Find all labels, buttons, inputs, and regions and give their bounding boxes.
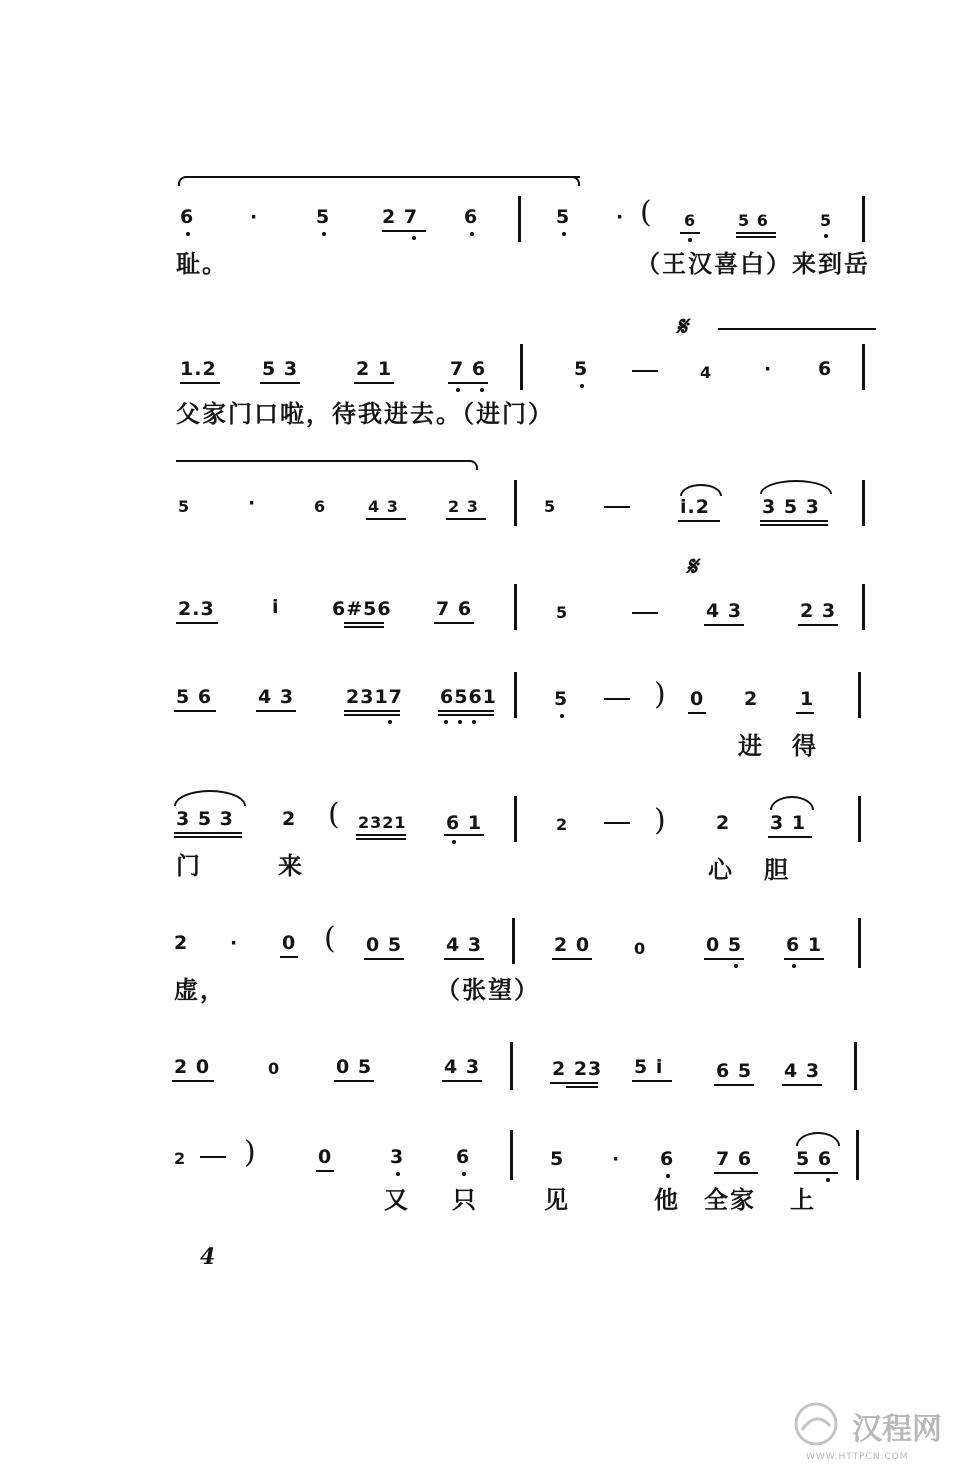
note: 4 3 xyxy=(258,686,295,708)
eighth-underline xyxy=(688,712,706,714)
low-dot xyxy=(824,234,828,238)
lyric: 心 xyxy=(708,855,734,884)
note: 3 5 3 xyxy=(176,808,234,830)
note: 5 xyxy=(554,688,569,710)
eighth-underline xyxy=(442,1080,482,1082)
eighth-underline xyxy=(760,520,828,522)
note: 2321 xyxy=(358,813,407,832)
eighth-underline xyxy=(782,1084,822,1086)
eighth-underline xyxy=(704,624,744,626)
note: 3 xyxy=(390,1146,405,1168)
hold-dash xyxy=(604,698,630,700)
open-paren: ( xyxy=(328,797,340,832)
sixteenth-underline xyxy=(356,838,406,840)
low-dot xyxy=(688,238,692,242)
note: 0 xyxy=(634,939,647,958)
note: 2 xyxy=(282,808,297,830)
note: 7 6 xyxy=(450,358,487,380)
low-dot xyxy=(666,1174,670,1178)
watermark-logo-icon xyxy=(788,1396,844,1452)
lyric: 虚， xyxy=(174,975,226,1004)
hold-dash xyxy=(200,1156,226,1158)
note: 6 1 xyxy=(446,812,483,834)
note: 3 5 3 xyxy=(762,496,820,518)
barline xyxy=(514,584,517,630)
low-dot xyxy=(322,232,326,236)
lyric: 全家 xyxy=(704,1185,756,1214)
slur xyxy=(760,480,832,494)
lyric: 见 xyxy=(544,1185,570,1214)
note: 0 xyxy=(268,1059,281,1078)
eighth-underline xyxy=(704,958,744,960)
note: 5 xyxy=(550,1148,565,1170)
low-dot xyxy=(396,1172,400,1176)
eighth-underline xyxy=(438,710,494,712)
note: 3 1 xyxy=(770,812,807,834)
eighth-underline xyxy=(172,1080,214,1082)
note: 2 0 xyxy=(554,934,591,956)
note: · xyxy=(250,206,259,228)
note: 0 xyxy=(282,932,297,954)
eighth-underline xyxy=(444,958,484,960)
note: 6 xyxy=(660,1148,675,1170)
eighth-underline xyxy=(382,230,426,232)
note: 1 xyxy=(800,688,815,710)
note: 0 5 xyxy=(706,934,743,956)
segno-sign: 𝄋 xyxy=(676,312,688,342)
note: 2 3 xyxy=(800,600,837,622)
note: 5 6 xyxy=(176,686,213,708)
low-dot xyxy=(186,232,190,236)
lyric: 来 xyxy=(278,851,304,880)
low-dot xyxy=(462,1172,466,1176)
barline xyxy=(514,480,517,526)
note: 2 7 xyxy=(382,206,419,228)
barline xyxy=(862,344,865,390)
note: 5 xyxy=(574,358,589,380)
eighth-underline xyxy=(260,382,300,384)
lyric: （王汉喜白）来到岳 xyxy=(636,249,870,278)
note: 1.2 xyxy=(180,358,217,380)
open-paren: ( xyxy=(640,195,652,230)
note: · xyxy=(616,206,625,228)
eighth-underline xyxy=(280,956,298,958)
note: 4 3 xyxy=(784,1060,821,1082)
phrase-mark xyxy=(176,460,478,470)
note: 0 xyxy=(690,688,705,710)
note: 6 xyxy=(314,497,327,516)
barline xyxy=(520,344,523,390)
note: 2 3 xyxy=(448,497,479,516)
note: 2 23 xyxy=(552,1058,603,1080)
eighth-underline xyxy=(784,958,824,960)
low-dot xyxy=(412,236,416,240)
note: 0 5 xyxy=(366,934,403,956)
eighth-underline xyxy=(180,382,220,384)
hold-dash xyxy=(632,612,658,614)
eighth-underline xyxy=(550,1082,598,1084)
barline xyxy=(514,672,517,718)
barline xyxy=(854,1042,857,1090)
sixteenth-underline xyxy=(438,714,494,716)
note: 5 xyxy=(820,211,833,230)
note: · xyxy=(230,932,239,954)
slur xyxy=(174,790,246,806)
lyric: 又 xyxy=(384,1185,410,1214)
note: · xyxy=(764,358,773,380)
hold-dash xyxy=(604,506,630,508)
lyric: （张望） xyxy=(436,975,540,1004)
segno-sign: 𝄋 xyxy=(686,552,698,582)
eighth-underline xyxy=(334,1080,374,1082)
eighth-underline xyxy=(316,1170,334,1172)
note: i xyxy=(272,596,280,618)
eighth-underline xyxy=(354,382,394,384)
eighth-underline xyxy=(448,382,488,384)
note: 5 xyxy=(556,603,569,622)
barline xyxy=(518,196,521,242)
low-dot xyxy=(792,964,796,968)
note: 2317 xyxy=(346,686,403,708)
note: · xyxy=(248,492,257,514)
note: 2 xyxy=(556,815,569,834)
note: i.2 xyxy=(680,496,710,518)
note: 0 5 xyxy=(336,1056,373,1078)
barline xyxy=(862,196,865,242)
sixteenth-underline xyxy=(344,714,400,716)
low-dot xyxy=(734,964,738,968)
note: 5 xyxy=(556,206,571,228)
note: 4 3 xyxy=(706,600,743,622)
close-paren: ) xyxy=(654,803,666,838)
note: 6 xyxy=(818,358,833,380)
low-dot xyxy=(444,720,448,724)
lyric: 上 xyxy=(790,1185,816,1214)
open-paren: ( xyxy=(324,921,336,956)
lyric: 父家门口啦，待我进去。（进门） xyxy=(176,399,554,428)
barline xyxy=(510,1042,513,1090)
note: 5 i xyxy=(634,1056,664,1078)
eighth-underline xyxy=(736,232,776,234)
sixteenth-underline xyxy=(566,1086,598,1088)
eighth-underline xyxy=(798,624,838,626)
close-paren: ) xyxy=(654,677,666,712)
note: 2 xyxy=(744,688,759,710)
watermark-brand: 汉程网 xyxy=(852,1412,942,1447)
eighth-underline xyxy=(714,1084,754,1086)
note: 2 1 xyxy=(356,358,393,380)
barline xyxy=(858,796,861,842)
note: 6 xyxy=(456,1146,471,1168)
eighth-underline xyxy=(796,712,814,714)
eighth-underline xyxy=(768,836,812,838)
note: 6561 xyxy=(440,686,497,708)
note: 6 xyxy=(464,206,479,228)
note: 4 3 xyxy=(368,497,399,516)
barline xyxy=(514,796,517,842)
note: 2 xyxy=(174,932,189,954)
note: 5 xyxy=(316,206,331,228)
low-dot xyxy=(456,388,460,392)
slur xyxy=(770,796,814,810)
lyric: 得 xyxy=(792,731,818,760)
note: · xyxy=(612,1148,621,1170)
eighth-underline xyxy=(256,710,296,712)
sixteenth-underline xyxy=(344,626,384,628)
eighth-underline xyxy=(344,710,400,712)
eighth-underline xyxy=(552,958,592,960)
note: 4 xyxy=(700,363,713,382)
low-dot xyxy=(470,232,474,236)
sixteenth-underline xyxy=(174,836,242,838)
barline xyxy=(858,672,861,718)
low-dot xyxy=(562,232,566,236)
low-dot xyxy=(472,720,476,724)
low-dot xyxy=(388,720,392,724)
page-number: 4 xyxy=(200,1244,216,1270)
low-dot xyxy=(826,1178,830,1182)
note: 2 xyxy=(716,812,731,834)
eighth-underline xyxy=(632,1080,672,1082)
barline xyxy=(858,918,861,968)
hold-dash xyxy=(604,822,630,824)
barline xyxy=(510,1130,513,1180)
note: 2.3 xyxy=(178,598,215,620)
eighth-underline xyxy=(434,622,474,624)
eighth-underline xyxy=(714,1172,758,1174)
note: 6 xyxy=(684,211,697,230)
hold-dash xyxy=(632,370,658,372)
note: 6 xyxy=(180,206,195,228)
sixteenth-underline xyxy=(736,236,776,238)
barline xyxy=(856,1130,859,1180)
eighth-underline xyxy=(176,622,218,624)
note: 5 6 xyxy=(738,211,769,230)
note: 0 xyxy=(318,1146,333,1168)
note: 4 3 xyxy=(444,1056,481,1078)
sixteenth-underline xyxy=(760,524,828,526)
lyric: 胆 xyxy=(764,855,790,884)
low-dot xyxy=(560,714,564,718)
note: 6 1 xyxy=(786,934,823,956)
eighth-underline xyxy=(444,834,484,836)
eighth-underline xyxy=(446,518,486,520)
note: 6#56 xyxy=(332,598,392,620)
watermark-url: WWW.HTTPCN.COM xyxy=(806,1452,909,1462)
note: 4 3 xyxy=(446,934,483,956)
barline xyxy=(512,918,515,964)
eighth-underline xyxy=(174,710,216,712)
phrase-mark xyxy=(718,328,876,338)
low-dot xyxy=(452,840,456,844)
low-dot xyxy=(480,388,484,392)
lyric: 耻。 xyxy=(176,249,228,278)
note: 5 3 xyxy=(262,358,299,380)
note: 2 xyxy=(174,1149,187,1168)
eighth-underline xyxy=(678,520,720,522)
eighth-underline xyxy=(174,832,242,834)
note: 7 6 xyxy=(436,598,473,620)
lyric: 只 xyxy=(452,1185,478,1214)
eighth-underline xyxy=(356,834,406,836)
close-paren: ) xyxy=(244,1135,256,1170)
lyric: 进 xyxy=(738,731,764,760)
slur xyxy=(796,1132,840,1146)
lyric: 他 xyxy=(654,1185,680,1214)
note: 5 xyxy=(178,497,191,516)
note: 2 0 xyxy=(174,1056,211,1078)
note: 6 5 xyxy=(716,1060,753,1082)
low-dot xyxy=(458,720,462,724)
eighth-underline xyxy=(344,622,384,624)
lyric: 门 xyxy=(176,851,202,880)
slur xyxy=(680,484,722,496)
eighth-underline xyxy=(794,1172,838,1174)
eighth-underline xyxy=(366,518,406,520)
note: 7 6 xyxy=(716,1148,753,1170)
eighth-underline xyxy=(364,958,404,960)
note: 5 xyxy=(544,497,557,516)
barline xyxy=(862,480,865,526)
phrase-mark xyxy=(420,176,580,186)
barline xyxy=(862,584,865,630)
low-dot xyxy=(580,384,584,388)
eighth-underline xyxy=(680,232,700,234)
note: 5 6 xyxy=(796,1148,833,1170)
